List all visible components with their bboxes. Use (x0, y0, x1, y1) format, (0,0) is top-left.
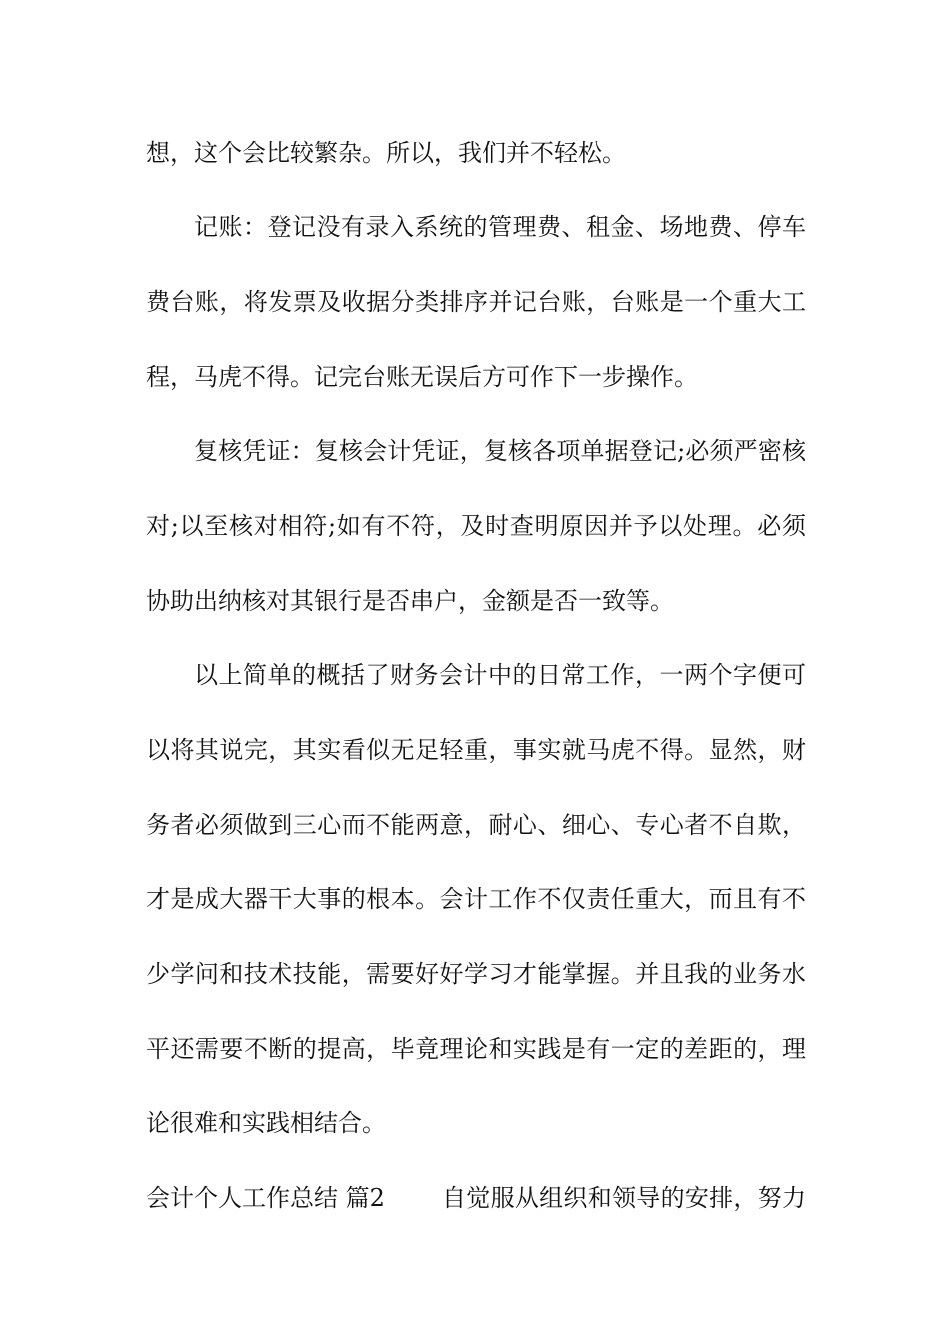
paragraph-line: 程，马虎不得。记完台账无误后方可作下一步操作。 (146, 363, 698, 391)
paragraph-line: 想，这个会比较繁杂。所以，我们并不轻松。 (146, 139, 626, 167)
paragraph-line: 以将其说完，其实看似无足轻重，事实就马虎不得。显然，财 (146, 736, 806, 764)
section-title: 会计个人工作总结 篇2 (146, 1184, 385, 1212)
paragraph-line: 论很难和实践相结合。 (146, 1109, 386, 1137)
section-continuation-text: 自觉服从组织和领导的安排，努力 (442, 1184, 806, 1212)
paragraph-line: 记账：登记没有录入系统的管理费、租金、场地费、停车 (194, 213, 806, 241)
paragraph-line: 少学问和技术技能，需要好好学习才能掌握。并且我的业务水 (146, 960, 806, 988)
paragraph-line: 平还需要不断的提高，毕竟理论和实践是有一定的差距的，理 (146, 1035, 806, 1063)
paragraph-line: 对;以至核对相符;如有不符，及时查明原因并予以处理。必须 (146, 512, 806, 540)
paragraph-line: 费台账，将发票及收据分类排序并记台账，台账是一个重大工 (146, 288, 806, 316)
paragraph-line: 协助出纳核对其银行是否串户，金额是否一致等。 (146, 587, 674, 615)
paragraph-line: 才是成大器干大事的根本。会计工作不仅责任重大，而且有不 (146, 885, 806, 913)
paragraph-line: 复核凭证：复核会计凭证，复核各项单据登记;必须严密核 (194, 437, 806, 465)
paragraph-line: 务者必须做到三心而不能两意，耐心、细心、专心者不自欺， (146, 811, 806, 839)
paragraph-line: 以上简单的概括了财务会计中的日常工作，一两个字便可 (194, 661, 806, 689)
section-heading-line (146, 1182, 806, 1214)
